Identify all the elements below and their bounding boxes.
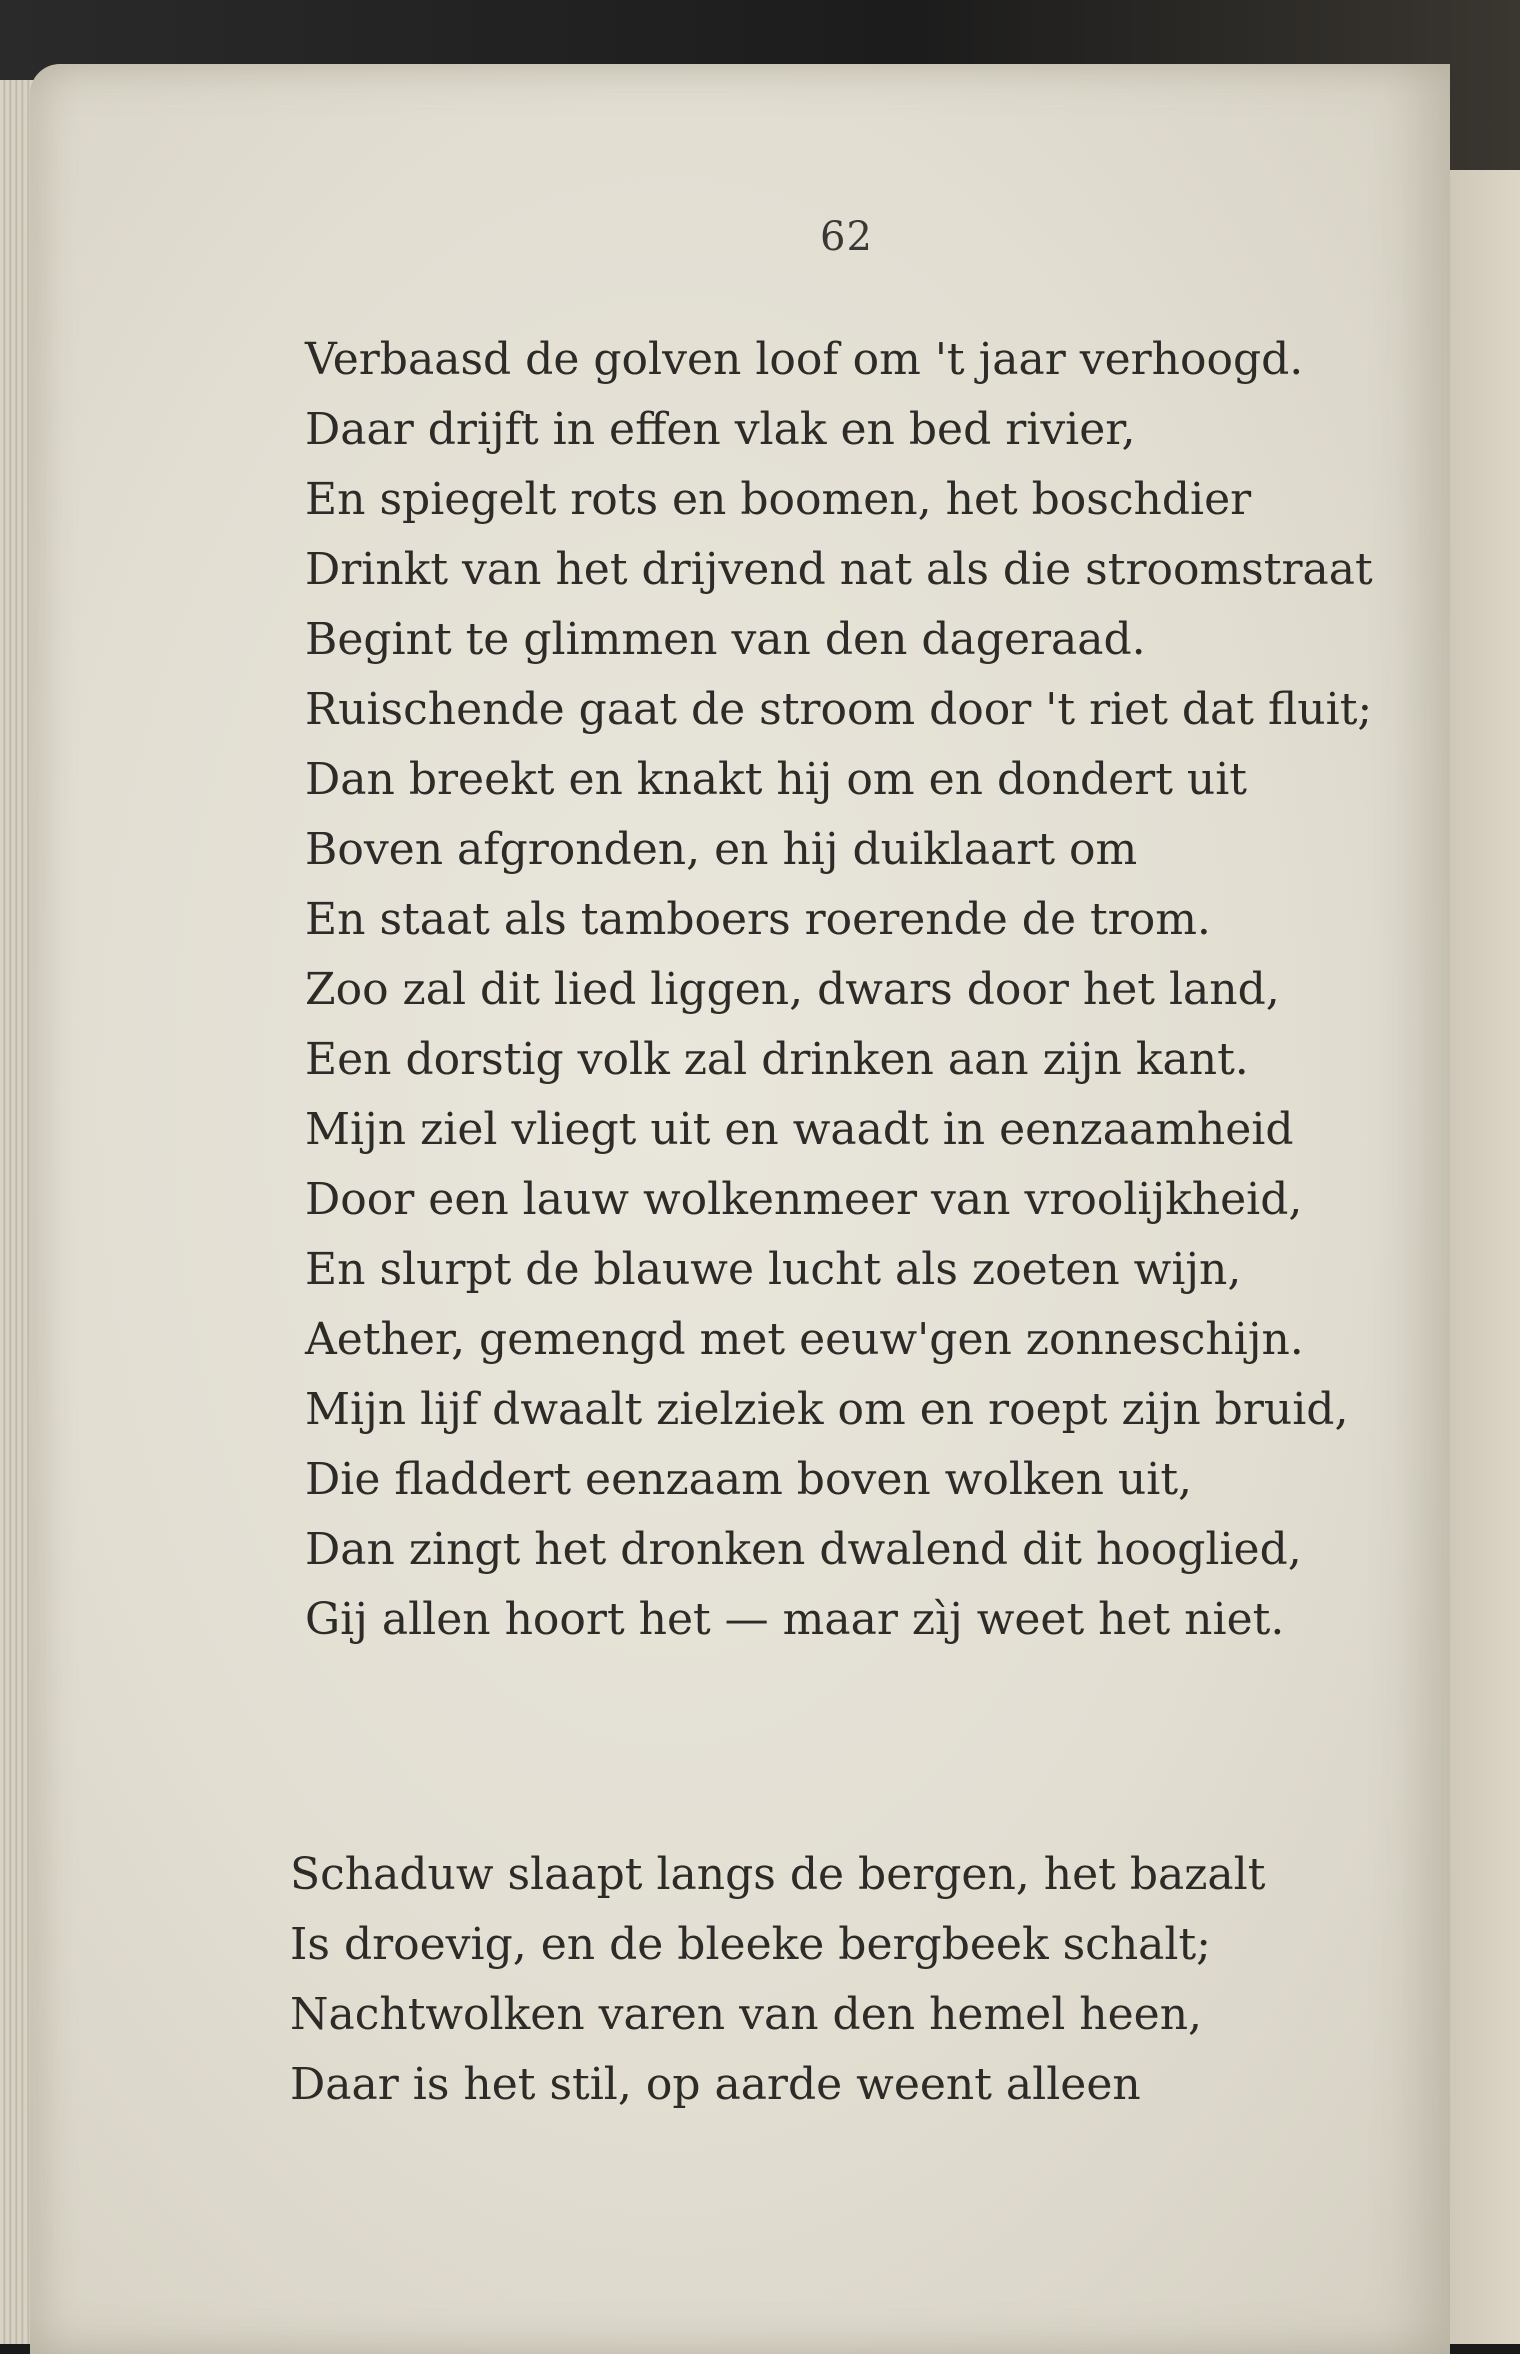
poem-line: Een dorstig volk zal drinken aan zijn kant. bbox=[305, 1034, 1249, 1085]
page-number: 62 bbox=[820, 214, 873, 260]
poem-line: Door een lauw wolkenmeer van vroolijkheid, bbox=[305, 1174, 1303, 1225]
poem-line: Daar drijft in effen vlak en bed rivier, bbox=[305, 404, 1136, 455]
stanza-2 bbox=[290, 1840, 1265, 2120]
poem-line: Is droevig, en de bleeke bergbeek schalt; bbox=[290, 1919, 1211, 1970]
poem-line: En spiegelt rots en boomen, het boschdier bbox=[305, 474, 1252, 525]
stanza-1 bbox=[305, 325, 1373, 1655]
poem-line: Schaduw slaapt langs de bergen, het bazalt bbox=[290, 1849, 1266, 1900]
poem-line: Mijn ziel vliegt uit en waadt in eenzaamheid bbox=[305, 1104, 1294, 1155]
poem-line: Die fladdert eenzaam boven wolken uit, bbox=[305, 1454, 1193, 1505]
poem-line: Nachtwolken varen van den hemel heen, bbox=[290, 1989, 1203, 2040]
poem-line: Dan breekt en knakt hij om en dondert uit bbox=[305, 754, 1247, 805]
poem-line: Daar is het stil, op aarde weent alleen bbox=[290, 2059, 1141, 2110]
poem-line: Mijn lijf dwaalt zielziek om en roept zijn bruid, bbox=[305, 1384, 1349, 1435]
poem-line: Begint te glimmen van den dageraad. bbox=[305, 614, 1146, 665]
poem-line: En slurpt de blauwe lucht als zoeten wijn, bbox=[305, 1244, 1242, 1295]
poem-line: Dan zingt het dronken dwalend dit hooglied, bbox=[305, 1524, 1302, 1575]
poem-line: Zoo zal dit lied liggen, dwars door het land, bbox=[305, 964, 1280, 1015]
poem-line: Ruischende gaat de stroom door 't riet dat fluit; bbox=[305, 684, 1373, 735]
poem-line: Aether, gemengd met eeuw'gen zonneschijn. bbox=[305, 1314, 1304, 1365]
poem-line: Drinkt van het drijvend nat als die stroomstraat bbox=[305, 544, 1373, 595]
poem-line: Verbaasd de golven loof om 't jaar verhoogd. bbox=[305, 334, 1304, 385]
poem-line: En staat als tamboers roerende de trom. bbox=[305, 894, 1211, 945]
poem-line: Gij allen hoort het — maar zìj weet het niet. bbox=[305, 1594, 1285, 1645]
poem-line: Boven afgronden, en hij duiklaart om bbox=[305, 824, 1138, 875]
